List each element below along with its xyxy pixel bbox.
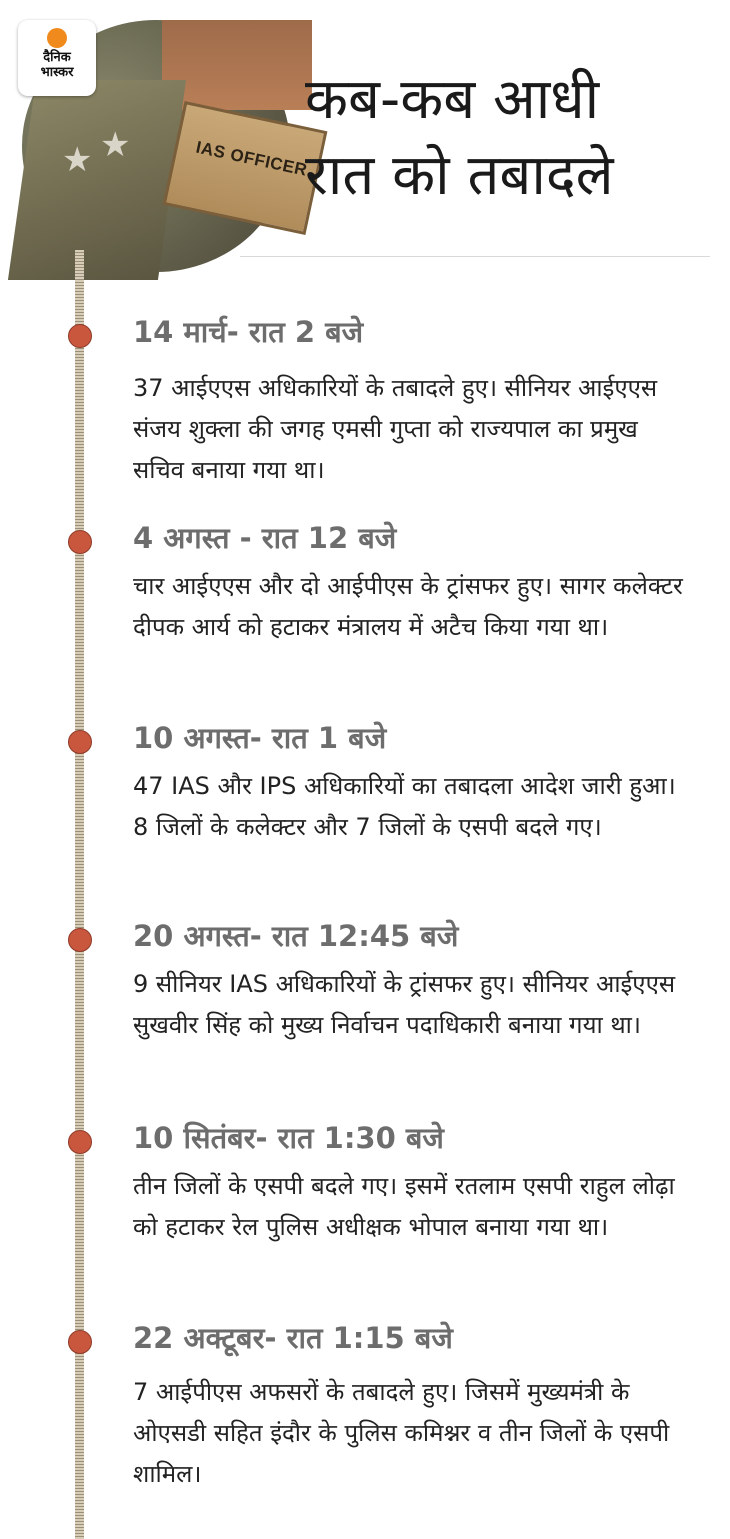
header-divider (240, 256, 710, 257)
event-description: 37 आईएएस अधिकारियों के तबादले हुए। सीनियर आईएएस संजय शुक्ला की जगह एमसी गुप्ता को राज्यपाल का प्रमुख सचिव बनाया गया था। (133, 374, 658, 484)
event-description: 9 सीनियर IAS अधिकारियों के ट्रांसफर हुए। सीनियर आईएएस सुखवीर सिंह को मुख्य निर्वाचन पदाधिकारी बनाया गया था। (133, 970, 676, 1039)
nameplate (163, 101, 328, 235)
event-title: 10 सितंबर- रात 1:30 बजे (133, 1121, 444, 1155)
headline-line-2: रात को तबादले (305, 143, 614, 208)
star-icon: ★ (100, 125, 131, 165)
timeline-dot (68, 530, 92, 554)
logo-line-2: भास्कर (40, 65, 74, 80)
star-icon: ★ (62, 140, 93, 180)
event-title: 10 अगस्त- रात 1 बजे (133, 721, 387, 755)
uniform-shoulder-graphic (8, 80, 186, 280)
timeline-dot (68, 1130, 92, 1154)
photo-background (162, 20, 312, 110)
timeline-dot (68, 928, 92, 952)
headline-line-1: कब-कब आधी (305, 67, 600, 132)
event-title: 4 अगस्त - रात 12 बजे (133, 521, 397, 555)
event-description: चार आईएएस और दो आईपीएस के ट्रांसफर हुए। सागर कलेक्टर दीपक आर्य को हटाकर मंत्रालय में अटैच किया गया था। (133, 572, 683, 641)
logo-line-1: दैनिक (43, 50, 71, 65)
event-description: 47 IAS और IPS अधिकारियों का तबादला आदेश जारी हुआ। 8 जिलों के कलेक्टर और 7 जिलों के एसपी बदले गए। (133, 772, 676, 841)
headline (305, 62, 614, 214)
timeline-dot (68, 730, 92, 754)
event-title: 20 अगस्त- रात 12:45 बजे (133, 919, 459, 953)
sun-icon (47, 28, 67, 48)
dainik-bhaskar-logo (18, 20, 96, 96)
timeline-dot (68, 1330, 92, 1354)
event-description: तीन जिलों के एसपी बदले गए। इसमें रतलाम एसपी राहुल लोढ़ा को हटाकर रेल पुलिस अधीक्षक भोपाल बनाया गया था। (133, 1172, 675, 1241)
event-title: 14 मार्च- रात 2 बजे (133, 315, 364, 349)
timeline-dot (68, 324, 92, 348)
event-title: 22 अक्टूबर- रात 1:15 बजे (133, 1321, 453, 1355)
event-description: 7 आईपीएस अफसरों के तबादले हुए। जिसमें मुख्यमंत्री के ओएसडी सहित इंदौर के पुलिस कमिश्नर व तीन जिलों के एसपी शामिल। (133, 1378, 670, 1488)
nameplate-text: IAS OFFICER (194, 137, 309, 180)
